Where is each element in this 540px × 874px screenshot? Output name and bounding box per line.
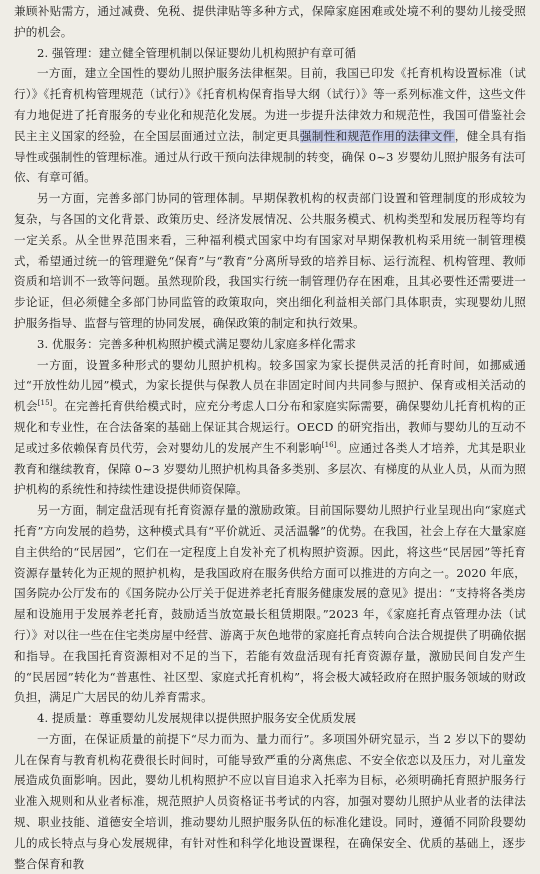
highlighted-text: 强制性和规范作用的法律文件 [299, 128, 455, 143]
text-run: 另一方面，制定盘活现有托育资源存量的激励政策。目前国际婴幼儿照护行业呈现出向“家庭式托育”方向发展的趋势，这种模式具有“平价就近、灵活温馨”的优势。在我国，社会上存在大量家庭自主供给的“民居园”，它们在一定程度上自发补充了机构照护资源。因此，将这些“民居园”等托育资源存量转化为正规的照护机构，是我国政府在服务供给方面可以推进的方向之一。2020 年底，国务院办公厅发布的《国务院办公厅关于促进养老托育服务健康发展的意见》提出：“支持将各类房屋和设施用于发展养老托育，鼓励适当放宽最长租赁期限。”2023 年，《家庭托育点管理办法（试行）》对以往一些在住宅类房屋中经营、游离于灰色地带的家庭托育点转向合法合规提供了明确依据和指导。在我国托育资源相对不足的当下，若能有效盘活现有托育资源存量，激励民间自发产生的“民居园”转化为“普惠性、社区型、家庭式托育机构”，将会极大减轻政府在照护服务领域的财政负担，满足广大居民的幼儿养育需求。 [14, 503, 526, 705]
paragraph-legal-framework [14, 63, 526, 188]
section-heading-2 [14, 43, 526, 64]
paragraph-continuation [14, 1, 526, 43]
citation-ref: [16] [321, 440, 337, 449]
text-run: 一方面，在保证质量的前提下“尽力而为、量力而行”。多项国外研究显示，当 2 岁以下的婴幼儿在保育与教育机构花费很长时间时，可能导致严重的分离焦虑、不安全依恋以及压力，对儿童发展造成负面影响。因此，婴幼儿机构照护不应以盲目追求入托率为目标，必须明确托育照护服务行业准入规则和从业者标准，规范照护人员资格证书考试的内容，加强对婴幼儿照护从业者的法律法规、职业技能、道德安全培训，推动婴幼儿照护服务队伍的标准化建设。同时，遵循不同阶段婴幼儿的成长特点与身心发展规律，有针对性和科学化地设置课程，在确保安全、优质的基础上，逐步整合保育和教 [14, 731, 526, 871]
heading-text: 3. 优服务：完善多种机构照护模式满足婴幼儿家庭多样化需求 [37, 336, 357, 351]
text-run: 一方面，设置多种形式的婴幼儿照护机构。较多国家为家长提供灵活的托育时间，如挪威通过“开放性幼儿园”模式，为家长提供与保教人员在非固定时间内共同参与照护、保育或相关活动的机会 [14, 357, 526, 414]
text-run: 。在完善托育供给模式时，应充分考虑人口分布和家庭实际需要，确保婴幼儿托育机构的正规化和专业性，在合法备案的基础上保证其合规运行。OECD 的研究指出，教师与婴幼儿的互动不足或过多依赖保育员代劳，会对婴幼儿的发展产生不利影响 [14, 399, 526, 455]
heading-text: 2. 强管理：建立健全管理机制以保证婴幼儿机构照护有章可循 [37, 45, 357, 60]
text-run: ，健全具有指导性或强制性的管理标准。通过从行政干预向法律规制的转变，确保 0~3 岁婴幼儿照护服务有法可依、有章可循。 [14, 128, 526, 185]
text-run: 一方面，建立全国性的婴幼儿照护服务法律框架。目前，我国已印发《托育机构设置标准（试行）》《托育机构管理规范（试行）》《托育机构保育指导大纲（试行）》等一系列标准文件，这些文件有力地促进了托育服务的专业化和规范化发展。为进一步提升法律效力和规范性，我国可借鉴社会民主主义国家的经验，在全国层面通过立法，制定更具 [14, 66, 526, 143]
paragraph-flexible-care [14, 355, 526, 501]
paragraph-management-system [14, 188, 526, 334]
paragraph-incentive-policy [14, 500, 526, 708]
text-line: 兼顾补贴需方，通过减费、免税、提供津贴等多种方式，保障家庭困难或处境不利的婴幼儿接受照护的机会。 [14, 4, 526, 39]
heading-text: 4. 提质量：尊重婴幼儿发展规律以提供照护服务安全优质发展 [37, 711, 357, 726]
paragraph-quality [14, 729, 526, 874]
text-run: 另一方面，完善多部门协同的管理体制。早期保教机构的权责部门设置和管理制度的形成较为复杂，与各国的文化背景、政策历史、经济发展情况、公共服务模式、机构类型和发展历程等均有一定关系。从全世界范围来看，三种福利模式国家中均有国家对早期保教机构采用统一制管理模式，希望通过统一的管理避免“保育”与“教育”分离所导致的培养目标、运行流程、机构管理、教师资质和培训不一致等问题。虽然现阶段，我国实行统一制管理仍存在困难，且其必要性还需要进一步论证，但必须健全多部门协同监管的政策取向，突出细化利益相关部门具体职责，实现婴幼儿照护服务指导、监督与管理的协同发展，确保政策的制定和执行效果。 [14, 191, 526, 330]
section-heading-3 [14, 334, 526, 355]
section-heading-4 [14, 708, 526, 729]
citation-ref: [15] [37, 399, 53, 408]
text-run: 。应通过各类人才培养，尤其是职业教育和继续教育，保障 0~3 岁婴幼儿照护机构具备多类别、多层次、有梯度的从业人员，从而为照护机构的系统性和持续性建设提供师资保障。 [14, 440, 526, 497]
